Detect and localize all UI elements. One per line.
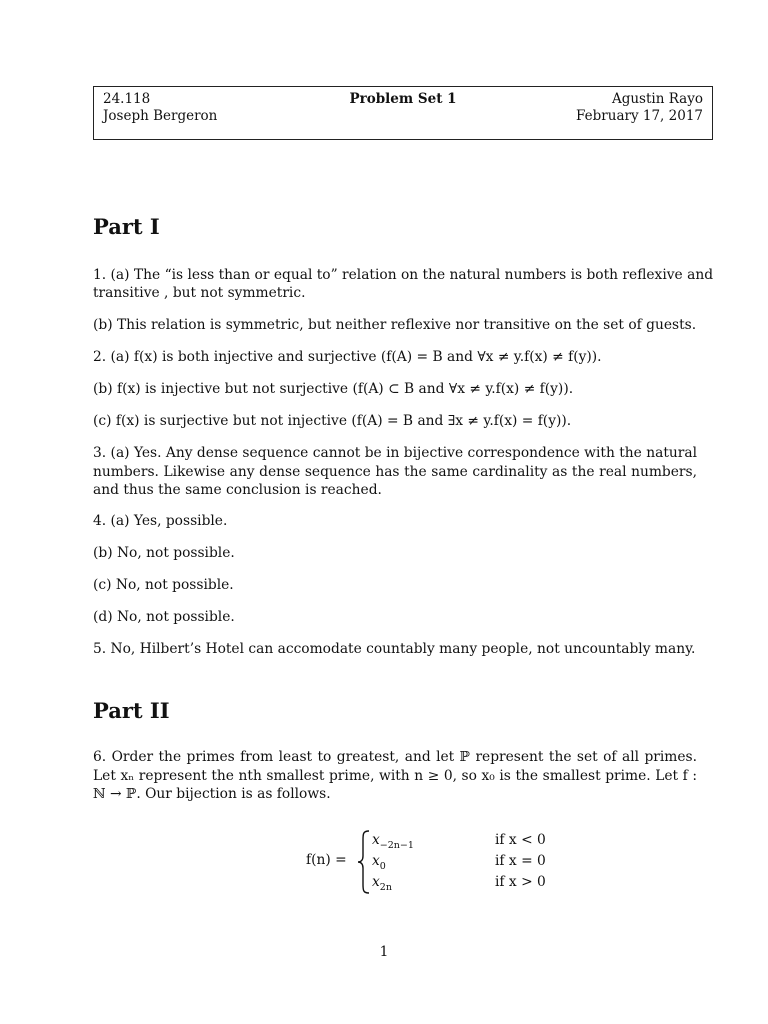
answer-1b: (b) This relation is symmetric, but neither reflexive nor transitive on the set of guests. [93, 317, 697, 333]
answer-4c: (c) No, not possible. [93, 577, 234, 593]
header-box [93, 86, 713, 140]
answer-6: 6. Order the primes from least to greatest, and let ℙ represent the set of all primes. Let xₙ represent the nth smallest prime, with n ≥ 0, so x₀ is the smallest prime. Let f : ℕ → ℙ. Our bijection is as follows. [93, 749, 697, 803]
answer-4a: 4. (a) Yes, possible. [93, 513, 228, 529]
document-title: Problem Set 1 [349, 91, 457, 107]
answer-4d: (d) No, not possible. [93, 609, 235, 625]
part-1-heading: Part I [93, 214, 160, 239]
answer-2c: (c) f(x) is surjective but not injective (f(A) = B and ∃x ≠ y.f(x) = f(y)). [93, 413, 572, 429]
instructor-name: Agustin Rayo [611, 91, 703, 107]
answer-1a-line-2: transitive , but not symmetric. [93, 285, 306, 301]
answer-3: 3. (a) Yes. Any dense sequence cannot be in bijective correspondence with the natural numbers. Likewise any dense sequence has the same cardinality as the real numbers, and thus the same conclusion is reached. [93, 445, 697, 499]
student-name: Joseph Bergeron [103, 108, 218, 124]
answer-2b: (b) f(x) is injective but not surjective (f(A) ⊂ B and ∀x ≠ y.f(x) ≠ f(y)). [93, 381, 574, 397]
answer-2a: 2. (a) f(x) is both injective and surjective (f(A) = B and ∀x ≠ y.f(x) ≠ f(y)). [93, 349, 602, 365]
part-2-heading: Part II [93, 698, 170, 723]
equation-lhs: f(n) = [306, 852, 347, 868]
answer-1a-line-1: 1. (a) The “is less than or equal to” relation on the natural numbers is both reflexive and [93, 267, 714, 283]
document-date: February 17, 2017 [576, 108, 703, 124]
left-brace-icon [357, 830, 371, 894]
answer-4b: (b) No, not possible. [93, 545, 235, 561]
course-number: 24.118 [103, 91, 151, 107]
answer-5: 5. No, Hilbert’s Hotel can accomodate countably many people, not uncountably many. [93, 641, 696, 657]
page-number: 1 [379, 944, 389, 960]
